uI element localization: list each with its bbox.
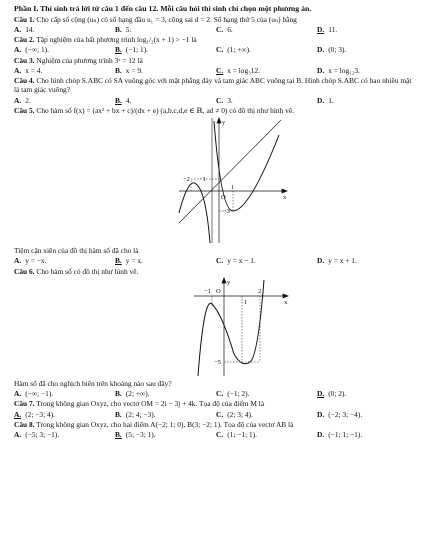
question-5 bbox=[14, 106, 418, 115]
option-letter: A. bbox=[14, 65, 22, 75]
option-text: 6. bbox=[227, 24, 233, 34]
question-8 bbox=[14, 420, 418, 429]
question-3 bbox=[14, 56, 418, 65]
answer-option[interactable] bbox=[317, 45, 418, 54]
section-heading: Phần I. Thí sinh trả lời từ câu 1 đến câu 12. Mỗi câu hỏi thí sinh chỉ chọn một phương án. bbox=[14, 4, 312, 13]
answer-option[interactable] bbox=[317, 96, 418, 105]
option-letter: C. bbox=[216, 430, 224, 440]
option-text: x = 9. bbox=[125, 65, 143, 75]
answer-option[interactable] bbox=[14, 96, 115, 105]
answer-option[interactable] bbox=[115, 25, 216, 34]
option-text: (−∞; 1). bbox=[25, 45, 49, 55]
tick-label: −5 bbox=[214, 358, 221, 366]
option-text: 1. bbox=[328, 95, 334, 105]
answer-option[interactable] bbox=[216, 25, 317, 34]
answer-option[interactable] bbox=[317, 430, 418, 439]
option-text: (5; −3; 1). bbox=[125, 430, 156, 440]
option-text: (0; 3). bbox=[328, 45, 347, 55]
question-7 bbox=[14, 399, 418, 408]
answer-option[interactable] bbox=[14, 389, 115, 398]
option-letter: B. bbox=[115, 24, 122, 34]
question-text: Tập nghiệm của bất phương trình log₁/₂(x + 1) > −1 là bbox=[36, 35, 197, 45]
option-text: x = log₃12. bbox=[227, 65, 261, 75]
answer-option[interactable] bbox=[115, 96, 216, 105]
option-text: (−5; 3; −1). bbox=[25, 430, 60, 440]
option-letter: D. bbox=[317, 95, 325, 105]
options-1 bbox=[14, 25, 418, 34]
option-letter: C. bbox=[216, 256, 224, 266]
x-axis-label: x bbox=[283, 194, 287, 202]
option-letter: C. bbox=[216, 24, 224, 34]
option-letter: C. bbox=[216, 65, 224, 75]
question-text: Cho hàm số có đồ thị như hình vẽ. bbox=[36, 266, 139, 276]
x-arrow-icon bbox=[282, 189, 287, 193]
function-graph-1 bbox=[14, 115, 418, 245]
option-letter: D. bbox=[317, 24, 325, 34]
answer-option[interactable] bbox=[216, 66, 317, 75]
answer-option[interactable] bbox=[216, 430, 317, 439]
option-letter: D. bbox=[317, 45, 325, 55]
tick-label: −2 bbox=[183, 176, 190, 184]
option-letter: B. bbox=[115, 256, 122, 266]
options-8 bbox=[14, 430, 418, 439]
option-text: 11. bbox=[328, 24, 338, 34]
question-4 bbox=[14, 76, 418, 95]
option-text: (1; +∞). bbox=[227, 45, 251, 55]
question-label: Câu 7. bbox=[14, 399, 35, 409]
question-label: Câu 5. bbox=[14, 105, 35, 115]
answer-option[interactable] bbox=[317, 389, 418, 398]
option-letter: B. bbox=[115, 389, 122, 399]
options-2 bbox=[14, 45, 418, 54]
answer-option[interactable] bbox=[216, 410, 317, 419]
option-text: (2; 3; 4). bbox=[227, 409, 253, 419]
options-5 bbox=[14, 256, 418, 265]
option-text: y = x − 1. bbox=[227, 256, 256, 266]
option-text: (2; −3; 4). bbox=[25, 409, 56, 419]
tick-label: 2 bbox=[258, 287, 262, 295]
options-6 bbox=[14, 389, 418, 398]
option-letter: A. bbox=[14, 409, 22, 419]
option-text: (1; −1; 1). bbox=[227, 430, 258, 440]
function-graph-2 bbox=[14, 276, 418, 378]
answer-option[interactable] bbox=[115, 389, 216, 398]
option-letter: C. bbox=[216, 45, 224, 55]
answer-option[interactable] bbox=[14, 256, 115, 265]
question-text: Trong không gian Oxyz, cho hai điểm A(−2; 1; 0), B(3; −2; 1). Tọa độ của vectơ AB là bbox=[36, 419, 294, 429]
option-letter: B. bbox=[115, 65, 122, 75]
answer-option[interactable] bbox=[216, 256, 317, 265]
answer-option[interactable] bbox=[115, 256, 216, 265]
answer-option[interactable] bbox=[115, 66, 216, 75]
graph-figure-2 bbox=[14, 276, 418, 378]
answer-option[interactable] bbox=[317, 410, 418, 419]
question-label: Câu 4. bbox=[14, 76, 35, 86]
option-text: 14. bbox=[25, 24, 35, 34]
answer-option[interactable] bbox=[216, 389, 317, 398]
option-text: y = −x. bbox=[25, 256, 47, 266]
tick-label: −3 bbox=[223, 208, 230, 216]
answer-option[interactable] bbox=[14, 66, 115, 75]
question-text: Cho cấp số cộng (uₙ) có số hạng đầu u₁ = 3, công sai d = 2. Số hạng thứ 5 của (uₙ) bằng bbox=[36, 14, 297, 24]
x-axis-label: x bbox=[284, 298, 288, 306]
answer-option[interactable] bbox=[14, 25, 115, 34]
option-text: (−1; 1). bbox=[125, 45, 149, 55]
question-label: Câu 1. bbox=[14, 14, 35, 24]
option-letter: B. bbox=[115, 45, 122, 55]
x-arrow-icon bbox=[283, 294, 288, 298]
question-text: Cho hàm số f(x) = (ax² + bx + c)/(dx + e) (a,b,c,d,e ∈ ℝ, ad ≠ 0) có đồ thị như hình vẽ. bbox=[36, 105, 294, 115]
y-axis-label: y bbox=[222, 119, 226, 127]
question-text: Trong không gian Oxyz, cho vectơ OM = 2i − 3j + 4k. Tọa độ của điểm M là bbox=[36, 399, 265, 409]
question-5-prompt: Tiệm cận xiên của đồ thị hàm số đã cho là bbox=[14, 246, 139, 256]
question-2 bbox=[14, 35, 418, 44]
option-text: x = 4. bbox=[25, 65, 43, 75]
option-text: (−1; 2). bbox=[227, 389, 250, 399]
option-text: 3. bbox=[227, 95, 233, 105]
option-text: (2; +∞). bbox=[125, 389, 150, 399]
graph-figure-1 bbox=[14, 115, 418, 245]
option-letter: C. bbox=[216, 95, 224, 105]
option-text: y = x + 1. bbox=[328, 256, 357, 266]
option-text: (2; 4; −3). bbox=[125, 409, 156, 419]
tick-label: 1 bbox=[244, 298, 248, 306]
option-letter: A. bbox=[14, 95, 22, 105]
option-text: y = x. bbox=[125, 256, 143, 266]
option-text: (0; 2). bbox=[328, 389, 347, 399]
option-text: (−∞; −1). bbox=[25, 389, 54, 399]
option-letter: C. bbox=[216, 409, 224, 419]
option-letter: B. bbox=[115, 95, 122, 105]
option-letter: B. bbox=[115, 430, 122, 440]
option-text: x = log₁₂3. bbox=[328, 65, 360, 75]
option-letter: C. bbox=[216, 389, 224, 399]
answer-option[interactable] bbox=[216, 45, 317, 54]
option-text: 2. bbox=[25, 95, 31, 105]
origin-label: O bbox=[216, 287, 221, 295]
question-text: Nghiệm của phương trình 3ˣ = 12 là bbox=[36, 55, 143, 65]
options-3 bbox=[14, 66, 418, 75]
question-6 bbox=[14, 267, 418, 276]
tick-label: −1 bbox=[199, 176, 206, 184]
answer-option[interactable] bbox=[115, 45, 216, 54]
question-label: Câu 8. bbox=[14, 419, 35, 429]
question-1 bbox=[14, 15, 418, 24]
question-label: Câu 3. bbox=[14, 55, 35, 65]
option-text: 4. bbox=[125, 95, 132, 105]
question-label: Câu 2. bbox=[14, 35, 35, 45]
answer-option[interactable] bbox=[14, 430, 115, 439]
answer-option[interactable] bbox=[317, 66, 418, 75]
option-letter: B. bbox=[115, 409, 122, 419]
question-6-prompt: Hàm số đã cho nghịch biến trên khoảng nào sau đây? bbox=[14, 378, 172, 388]
option-letter: A. bbox=[14, 256, 22, 266]
options-4 bbox=[14, 96, 418, 105]
answer-option[interactable] bbox=[115, 410, 216, 419]
option-letter: D. bbox=[317, 430, 325, 440]
origin-label: O bbox=[221, 194, 226, 202]
y-axis-label: y bbox=[227, 278, 231, 286]
answer-option[interactable] bbox=[216, 96, 317, 105]
y-arrow-icon bbox=[222, 278, 226, 283]
option-letter: A. bbox=[14, 389, 22, 399]
answer-option[interactable] bbox=[317, 256, 418, 265]
option-letter: A. bbox=[14, 24, 22, 34]
question-label: Câu 6. bbox=[14, 266, 35, 276]
option-text: (−2; 3; −4). bbox=[328, 409, 363, 419]
option-text: 5. bbox=[125, 24, 132, 34]
answer-option[interactable] bbox=[14, 410, 115, 419]
curve-left-branch bbox=[179, 183, 210, 243]
option-letter: A. bbox=[14, 430, 22, 440]
option-letter: D. bbox=[317, 65, 325, 75]
option-letter: D. bbox=[317, 389, 325, 399]
tick-label: 1 bbox=[231, 184, 235, 192]
oblique-asymptote bbox=[179, 120, 281, 223]
option-letter: D. bbox=[317, 409, 325, 419]
option-letter: D. bbox=[317, 256, 325, 266]
option-text: (−1; 1; −1). bbox=[328, 430, 363, 440]
answer-option[interactable] bbox=[14, 45, 115, 54]
tick-label: −1 bbox=[204, 287, 211, 295]
options-7 bbox=[14, 410, 418, 419]
option-letter: A. bbox=[14, 45, 22, 55]
answer-option[interactable] bbox=[115, 430, 216, 439]
y-arrow-icon bbox=[217, 118, 221, 123]
answer-option[interactable] bbox=[317, 25, 418, 34]
question-text: Cho hình chóp S.ABC có SA vuông góc với mặt phẳng đáy và tam giác ABC vuông tại B. Hình chóp S.ABC có bao nhiêu mặt là tam giác vuông? bbox=[14, 76, 412, 95]
